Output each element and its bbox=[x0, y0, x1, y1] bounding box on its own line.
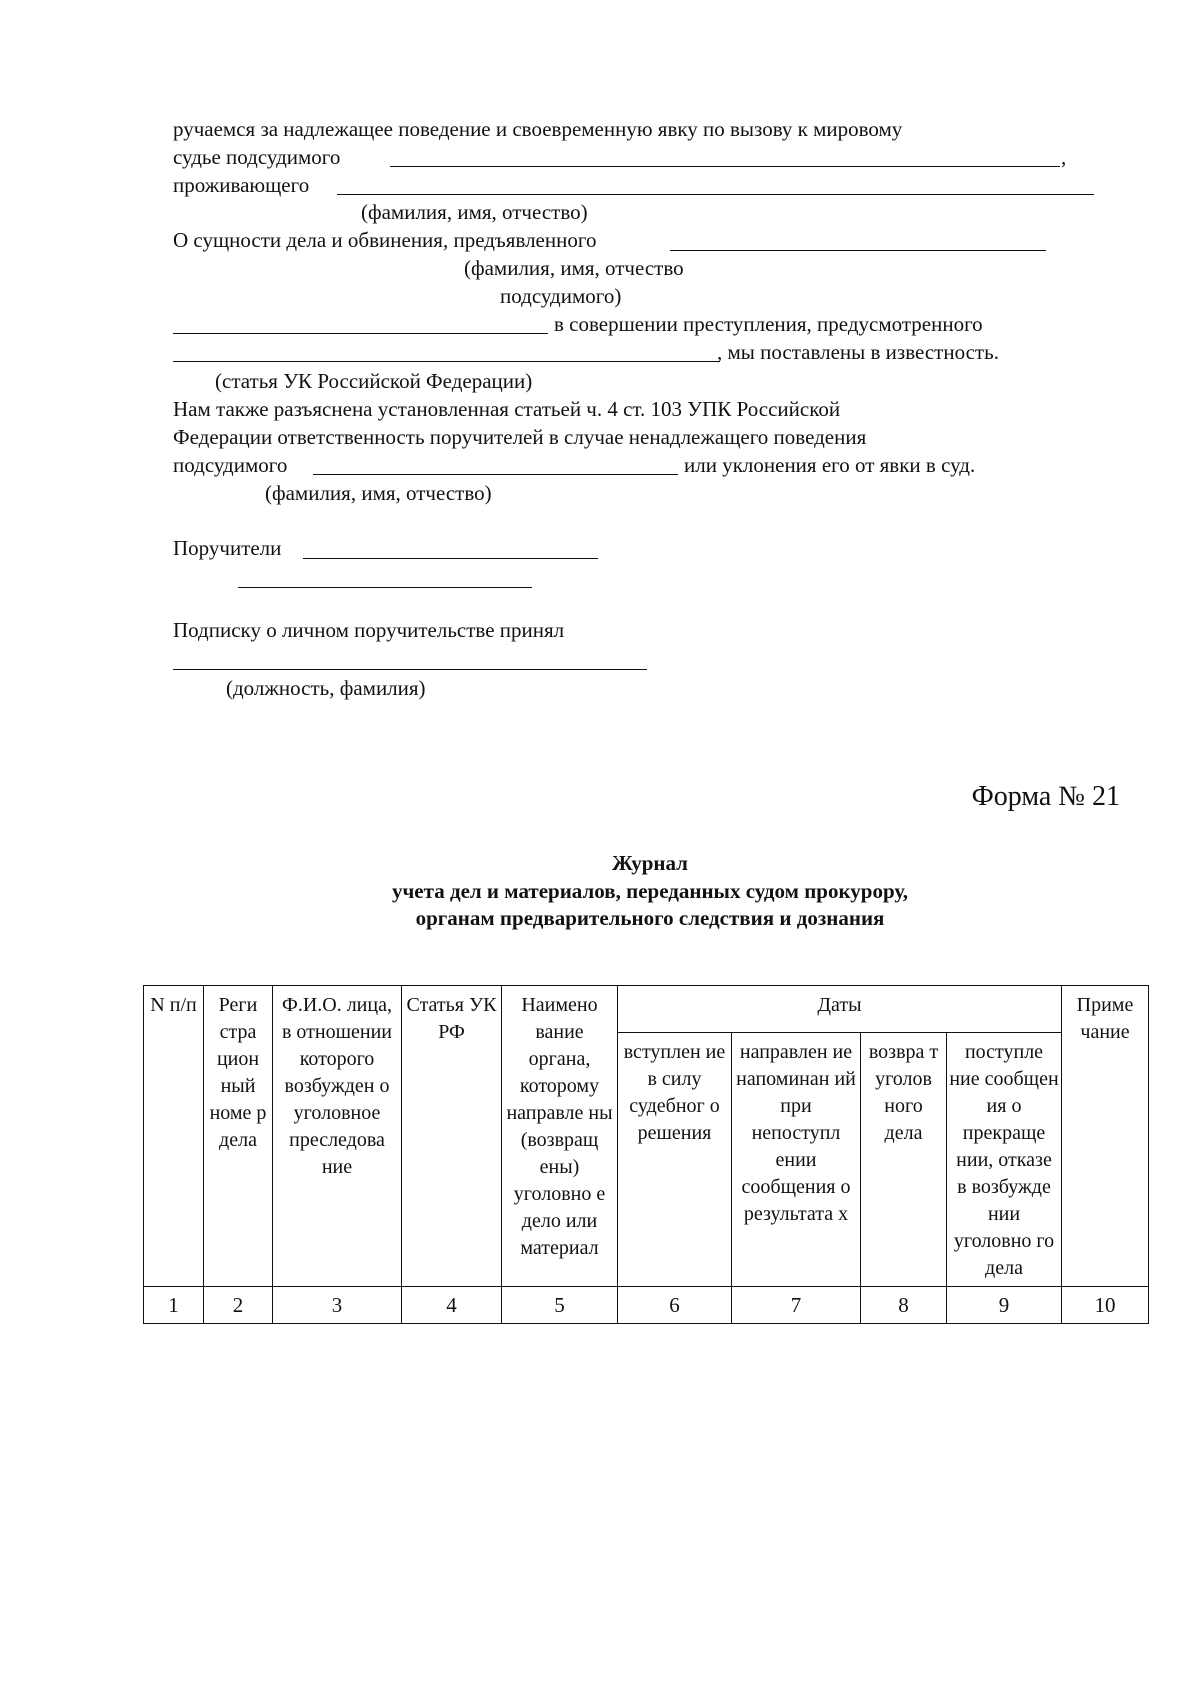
column-number: 5 bbox=[502, 1287, 618, 1324]
column-header: Приме чание bbox=[1062, 986, 1149, 1287]
caption: (фамилия, имя, отчество) bbox=[265, 481, 492, 505]
column-header: поступле ние сообщен ия о прекраще нии, отказе в возбужде нии уголовно го дела bbox=[947, 1033, 1062, 1287]
column-header: Наимено вание органа, которому направле ны (возвращ ены) уголовно е дело или материал bbox=[502, 986, 618, 1287]
fill-line bbox=[238, 587, 532, 588]
journal-subtitle: органам предварительного следствия и дознания bbox=[415, 906, 885, 930]
column-number: 10 bbox=[1062, 1287, 1149, 1324]
table-header-row bbox=[144, 986, 1149, 1033]
journal-subtitle: учета дел и материалов, переданных судом прокурору, bbox=[391, 879, 909, 903]
column-number: 3 bbox=[273, 1287, 402, 1324]
caption: (должность, фамилия) bbox=[226, 676, 426, 700]
column-header: Статья УК РФ bbox=[402, 986, 502, 1287]
text-line: подсудимого bbox=[173, 453, 288, 477]
form-number: Форма № 21 bbox=[971, 781, 1120, 812]
column-number: 9 bbox=[947, 1287, 1062, 1324]
text-line: Подписку о личном поручительстве принял bbox=[173, 618, 565, 642]
column-group-header: Даты bbox=[618, 986, 1062, 1033]
column-header: N п/п bbox=[144, 986, 204, 1287]
column-number: 4 bbox=[402, 1287, 502, 1324]
column-number: 2 bbox=[204, 1287, 273, 1324]
text-line: О сущности дела и обвинения, предъявленного bbox=[173, 228, 597, 252]
caption: подсудимого) bbox=[500, 284, 622, 308]
column-header: возвра т уголов ного дела bbox=[861, 1033, 947, 1287]
fill-line bbox=[337, 194, 1094, 195]
column-header: Реги стра цион ный номе р дела bbox=[204, 986, 273, 1287]
fill-line bbox=[303, 558, 598, 559]
text-line: Федерации ответственность поручителей в случае ненадлежащего поведения bbox=[173, 425, 867, 449]
text-line: проживающего bbox=[173, 173, 310, 197]
text-line: Нам также разъяснена установленная статьей ч. 4 ст. 103 УПК Российской bbox=[173, 397, 841, 421]
caption: (статья УК Российской Федерации) bbox=[215, 369, 533, 393]
text-line: , мы поставлены в известность. bbox=[717, 340, 999, 364]
fill-line bbox=[313, 474, 678, 475]
column-header: направлен ие напоминан ий при непоступл ении сообщения о результата х bbox=[732, 1033, 861, 1287]
fill-line bbox=[173, 669, 647, 670]
text-line: или уклонения его от явки в суд. bbox=[684, 453, 976, 477]
column-number: 1 bbox=[144, 1287, 204, 1324]
fill-line bbox=[670, 250, 1046, 251]
journal-title: Журнал bbox=[612, 851, 688, 875]
fill-line bbox=[390, 166, 1060, 167]
text-line: судье подсудимого bbox=[173, 145, 341, 169]
caption: (фамилия, имя, отчество) bbox=[361, 200, 588, 224]
fill-line bbox=[173, 333, 548, 334]
text-line: , bbox=[1061, 145, 1067, 169]
table-row bbox=[144, 1287, 1149, 1324]
caption: (фамилия, имя, отчество bbox=[464, 256, 684, 280]
fill-line bbox=[173, 361, 720, 362]
text-line: в совершении преступления, предусмотренного bbox=[554, 312, 983, 336]
column-header: Ф.И.О. лица, в отношении которого возбужден о уголовное преследова ние bbox=[273, 986, 402, 1287]
column-header: вступлен ие в силу судебног о решения bbox=[618, 1033, 732, 1287]
column-number: 7 bbox=[732, 1287, 861, 1324]
journal-table bbox=[143, 985, 1149, 1324]
column-number: 8 bbox=[861, 1287, 947, 1324]
text-line: ручаемся за надлежащее поведение и своевременную явку по вызову к мировому bbox=[173, 117, 903, 141]
column-number: 6 bbox=[618, 1287, 732, 1324]
text-line: Поручители bbox=[173, 536, 282, 560]
